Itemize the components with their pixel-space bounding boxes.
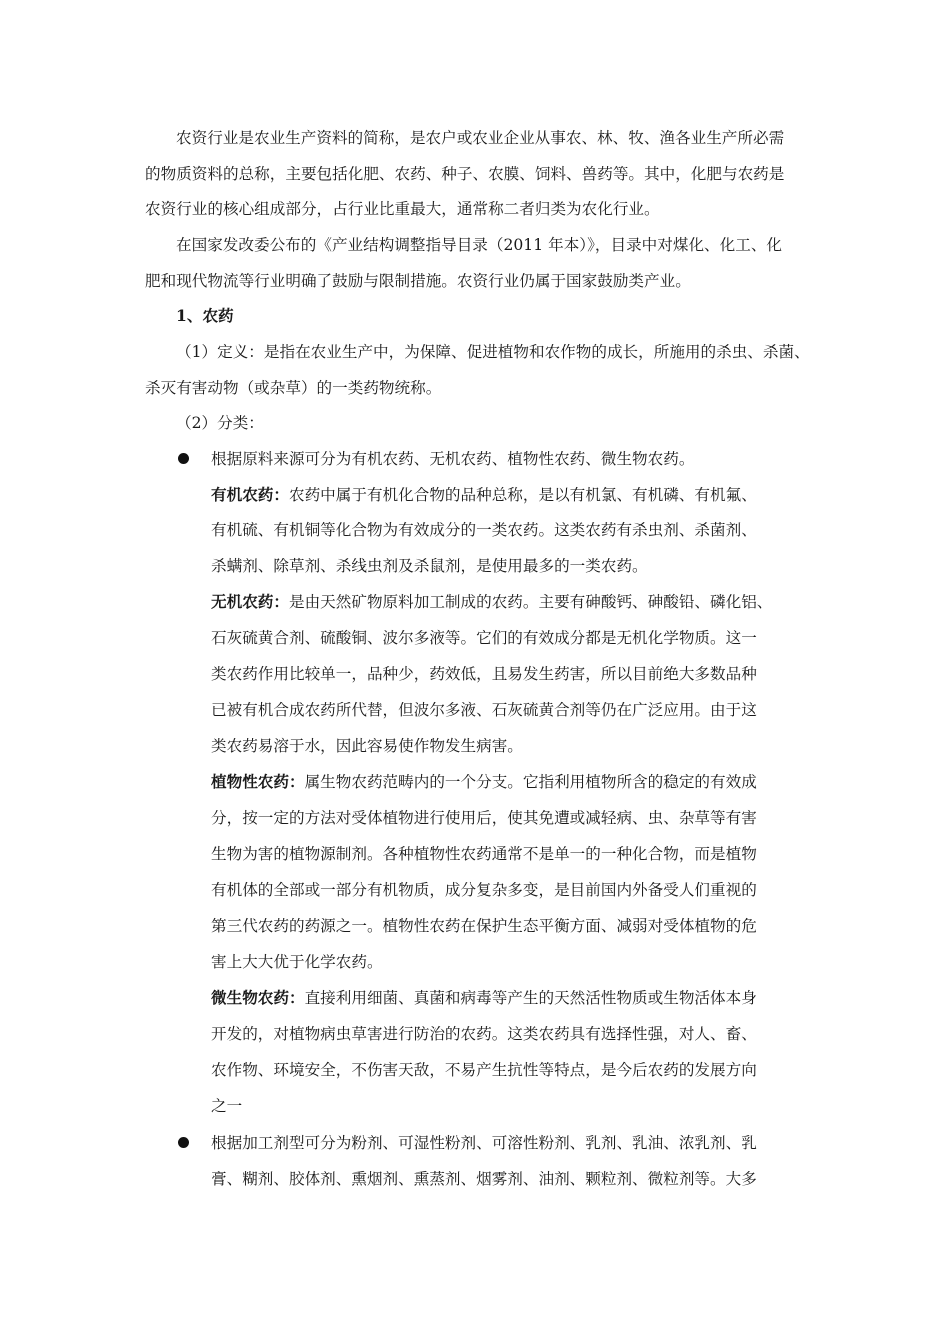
- bullet-icon: [178, 1137, 189, 1148]
- term-organic-desc: 农药中属于有机化合物的品种总称，是以有机氯、有机磷、有机氟、: [288, 486, 757, 504]
- paragraph-line: 有机体的全部或一部分有机物质，成分复杂多变，是目前国内外备受人们重视的: [211, 881, 757, 899]
- term-inorganic-desc: 是由天然矿物原料加工制成的农药。主要有砷酸钙、砷酸铅、磷化铝、: [288, 593, 773, 611]
- paragraph-line: 已被有机合成农药所代替，但波尔多液、石灰硫黄合剂等仍在广泛应用。由于这: [211, 701, 757, 719]
- term-microbial-desc: 直接利用细菌、真菌和病毒等产生的天然活性物质或生物活体本身: [304, 989, 757, 1007]
- paragraph-line: 膏、糊剂、胶体剂、熏烟剂、熏蒸剂、烟雾剂、油剂、颗粒剂、微粒剂等。大多: [211, 1170, 757, 1188]
- section-heading: 1、农药: [176, 306, 234, 325]
- paragraph-line: 杀螨剂、除草剂、杀线虫剂及杀鼠剂，是使用最多的一类农药。: [211, 557, 648, 575]
- term-microbial: 微生物农药：: [211, 988, 305, 1007]
- microbial-pesticide-line: [211, 988, 757, 1008]
- paragraph-line: 农资行业是农业生产资料的简称，是农户或农业企业从事农、林、牧、渔各业生产所必需: [176, 129, 785, 147]
- paragraph-line: 肥和现代物流等行业明确了鼓励与限制措施。农资行业仍属于国家鼓励类产业。: [145, 272, 691, 290]
- paragraph-line: 生物为害的植物源制剂。各种植物性农药通常不是单一的一种化合物，而是植物: [211, 845, 757, 863]
- paragraph-line: 农作物、环境安全，不伤害天敌，不易产生抗性等特点，是今后农药的发展方向: [211, 1061, 757, 1079]
- paragraph-line: 第三代农药的药源之一。植物性农药在保护生态平衡方面、减弱对受体植物的危: [211, 917, 757, 935]
- paragraph-line: 之一: [211, 1097, 243, 1115]
- term-inorganic: 无机农药：: [211, 592, 289, 611]
- paragraph-line: 在国家发改委公布的《产业结构调整指导目录（2011 年本）》，目录中对煤化、化工、化: [176, 236, 783, 254]
- bullet-text: 根据原料来源可分为有机农药、无机农药、植物性农药、微生物农药。: [211, 450, 695, 468]
- paragraph-line: 类农药作用比较单一，品种少，药效低，且易发生药害，所以目前绝大多数品种: [211, 665, 757, 683]
- term-botanical: 植物性农药：: [211, 772, 305, 791]
- paragraph-line: 有机硫、有机铜等化合物为有效成分的一类农药。这类农药有杀虫剂、杀菌剂、: [211, 521, 757, 539]
- paragraph-line: 分，按一定的方法对受体植物进行使用后，使其免遭或减轻病、虫、杂草等有害: [211, 809, 757, 827]
- organic-pesticide-line: [211, 485, 757, 505]
- definition-line: （1）定义：是指在农业生产中，为保障、促进植物和农作物的成长，所施用的杀虫、杀菌、: [176, 343, 810, 361]
- definition-line: 杀灭有害动物（或杂草）的一类药物统称。: [145, 379, 442, 397]
- term-organic: 有机农药：: [211, 485, 289, 504]
- paragraph-line: 开发的，对植物病虫草害进行防治的农药。这类农药具有选择性强，对人、畜、: [211, 1025, 757, 1043]
- bullet-text: 根据加工剂型可分为粉剂、可湿性粉剂、可溶性粉剂、乳剂、乳油、浓乳剂、乳: [211, 1134, 757, 1152]
- inorganic-pesticide-line: [211, 592, 772, 612]
- classification-label: （2）分类：: [176, 414, 264, 432]
- paragraph-line: 石灰硫黄合剂、硫酸铜、波尔多液等。它们的有效成分都是无机化学物质。这一: [211, 629, 757, 647]
- bullet-icon: [178, 453, 189, 464]
- paragraph-line: 害上大大优于化学农药。: [211, 953, 383, 971]
- botanical-pesticide-line: [211, 772, 757, 792]
- paragraph-line: 的物质资料的总称，主要包括化肥、农药、种子、农膜、饲料、兽药等。其中，化肥与农药是: [145, 165, 785, 183]
- term-botanical-desc: 属生物农药范畴内的一个分支。它指利用植物所含的稳定的有效成: [304, 773, 757, 791]
- paragraph-line: 农资行业的核心组成部分，占行业比重最大，通常称二者归类为农化行业。: [145, 200, 660, 218]
- paragraph-line: 类农药易溶于水，因此容易使作物发生病害。: [211, 737, 523, 755]
